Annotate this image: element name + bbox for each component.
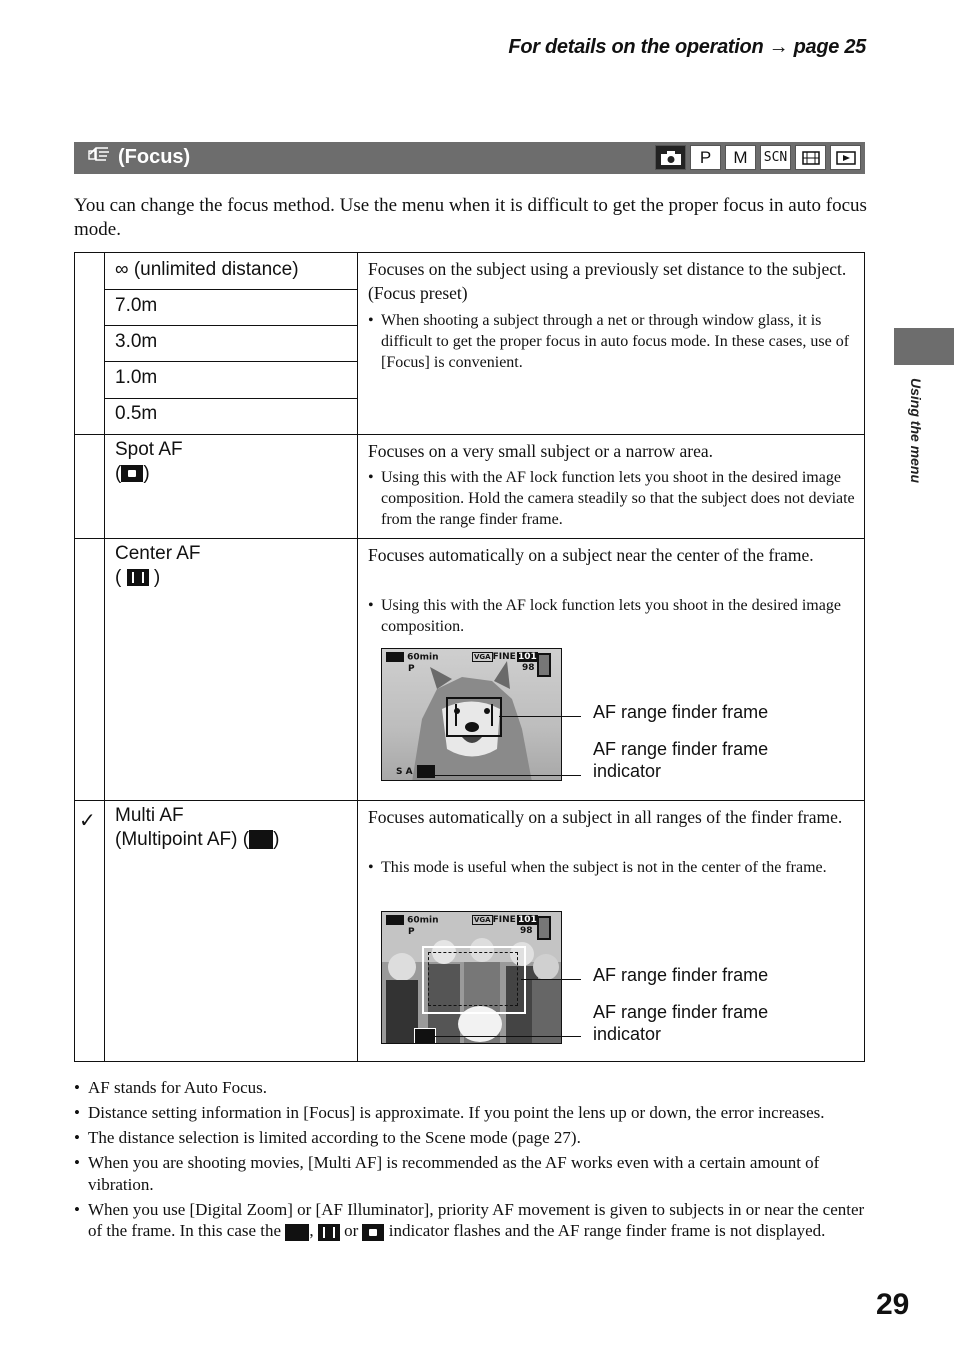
table-row-divider xyxy=(104,398,357,399)
center-af-icon xyxy=(127,569,149,586)
af-indicator-callout: AF range finder frame indicator xyxy=(593,1002,769,1044)
notes-list xyxy=(74,1077,866,1245)
memory-card-icon xyxy=(537,653,551,677)
table-row-divider xyxy=(104,361,357,362)
callout-line xyxy=(433,1036,581,1037)
af-frame-callout: AF range finder frame xyxy=(593,702,769,722)
image-size-indicator: VGA FINE xyxy=(474,915,516,925)
focus-hand-icon xyxy=(88,145,112,169)
infinity-symbol: ∞ xyxy=(115,259,129,280)
camera-auto-icon xyxy=(655,145,686,170)
table-col-divider xyxy=(357,253,358,1061)
callout-line xyxy=(435,775,581,776)
arrow-icon: → xyxy=(768,36,789,58)
focus-options-table xyxy=(74,252,865,1062)
section-bar xyxy=(74,142,865,174)
option-label: 1.0m xyxy=(115,367,158,388)
battery-indicator: 60min xyxy=(386,915,439,926)
table-row-divider xyxy=(104,289,357,290)
default-check-icon: ✓ xyxy=(79,810,96,832)
page-header xyxy=(508,36,866,59)
mode-indicator: P xyxy=(408,927,415,937)
center-af-icon xyxy=(318,1224,340,1241)
option-label: (unlimited distance) xyxy=(133,259,299,280)
spot-af-icon xyxy=(362,1224,384,1241)
header-page-ref: page 25 xyxy=(793,36,866,58)
battery-indicator: 60min xyxy=(386,652,439,663)
intro-paragraph: You can change the focus method. Use the menu when it is difficult to get the proper focus in auto focus mode. xyxy=(74,195,867,240)
af-indicator-callout: AF range finder frame indicator xyxy=(593,739,769,781)
side-label: Using the menu xyxy=(908,378,924,484)
callout-line xyxy=(499,716,581,717)
spot-af-icon xyxy=(121,465,143,482)
section-title-text: (Focus) xyxy=(118,145,191,168)
spot-af-indicator: ( ) xyxy=(115,463,150,484)
option-label: 0.5m xyxy=(115,403,158,424)
sa-indicator: S A xyxy=(396,767,413,777)
option-label: 3.0m xyxy=(115,331,158,352)
callout-line xyxy=(521,979,581,980)
remaining-count: 98 xyxy=(520,926,533,936)
center-af-label xyxy=(115,542,201,590)
list-item: • Distance setting information in [Focus] is approximate. If you point the lens up or down, the error increases. xyxy=(74,1102,866,1124)
list-item: • The distance selection is limited according to the Scene mode (page 27). xyxy=(74,1127,866,1149)
preset-bullet: • When shooting a subject through a net or through window glass, it is difficult to get the proper focus in auto focus mode. In these cases, use of [Focus] is convenient. xyxy=(368,310,858,373)
header-text: For details on the operation xyxy=(508,36,764,58)
mode-m: M xyxy=(725,145,756,170)
center-description: Focuses automatically on a subject near the center of the frame. xyxy=(368,545,814,565)
af-frame-callout: AF range finder frame xyxy=(593,965,769,985)
camera-screen-multi xyxy=(381,911,562,1044)
memory-card-icon xyxy=(537,916,551,940)
mode-indicator: P xyxy=(408,664,415,674)
spot-af-label xyxy=(115,438,183,486)
movie-icon xyxy=(795,145,826,170)
page-number: 29 xyxy=(876,1288,910,1321)
center-af-indicator: ( ) xyxy=(115,567,161,588)
mode-p: P xyxy=(690,145,721,170)
option-label: Spot AF xyxy=(115,439,183,460)
table-col-divider xyxy=(104,253,105,1061)
mode-icons xyxy=(655,145,861,170)
af-range-finder-frame xyxy=(446,697,502,737)
table-row-divider xyxy=(75,538,864,539)
option-label: 7.0m xyxy=(115,295,158,316)
image-size-indicator: VGA FINE xyxy=(474,652,516,662)
folder-indicator: 101 xyxy=(518,652,537,662)
table-row xyxy=(115,258,299,282)
option-label: Multi AF xyxy=(115,805,184,826)
table-row-divider xyxy=(75,800,864,801)
center-bullet: • Using this with the AF lock function lets you shoot in the desired image composition. xyxy=(368,595,858,637)
multi-af-label xyxy=(115,804,279,852)
list-item: • When you use [Digital Zoom] or [AF Illuminator], priority AF movement is given to subjects in or near the center of the frame. In this case the , or indicator flashes and the AF range finder frame is not displayed. xyxy=(74,1199,866,1242)
spot-bullet: • Using this with the AF lock function lets you shoot in the desired image composition. Hold the camera steadily so that the subject does not deviate from the range finder frame. xyxy=(368,467,858,530)
side-tab xyxy=(894,328,954,365)
spot-description: Focuses on a very small subject or a narrow area. xyxy=(368,441,714,461)
camera-screen-center xyxy=(381,648,562,781)
list-item: • When you are shooting movies, [Multi AF] is recommended as the AF works even with a certain amount of vibration. xyxy=(74,1152,866,1195)
table-row-divider xyxy=(75,434,864,435)
mode-scn: SCN xyxy=(760,145,791,170)
remaining-count: 98 xyxy=(522,663,535,673)
list-item: • AF stands for Auto Focus. xyxy=(74,1077,866,1099)
multi-af-icon xyxy=(249,830,273,849)
table-row-divider xyxy=(104,325,357,326)
option-label: Center AF xyxy=(115,543,201,564)
preset-description: Focuses on the subject using a previously set distance to the subject. (Focus preset) xyxy=(368,259,847,303)
multi-description: Focuses automatically on a subject in all ranges of the finder frame. xyxy=(368,807,843,827)
af-frame-indicator-icon xyxy=(417,765,435,778)
multi-af-indicator: (Multipoint AF) ( ) xyxy=(115,829,280,850)
af-range-finder-frame xyxy=(422,946,526,1014)
multi-bullet: • This mode is useful when the subject is not in the center of the frame. xyxy=(368,857,858,878)
section-title xyxy=(88,145,190,169)
multi-af-icon xyxy=(285,1224,309,1241)
playback-icon xyxy=(830,145,861,170)
folder-indicator: 101 xyxy=(518,915,537,925)
